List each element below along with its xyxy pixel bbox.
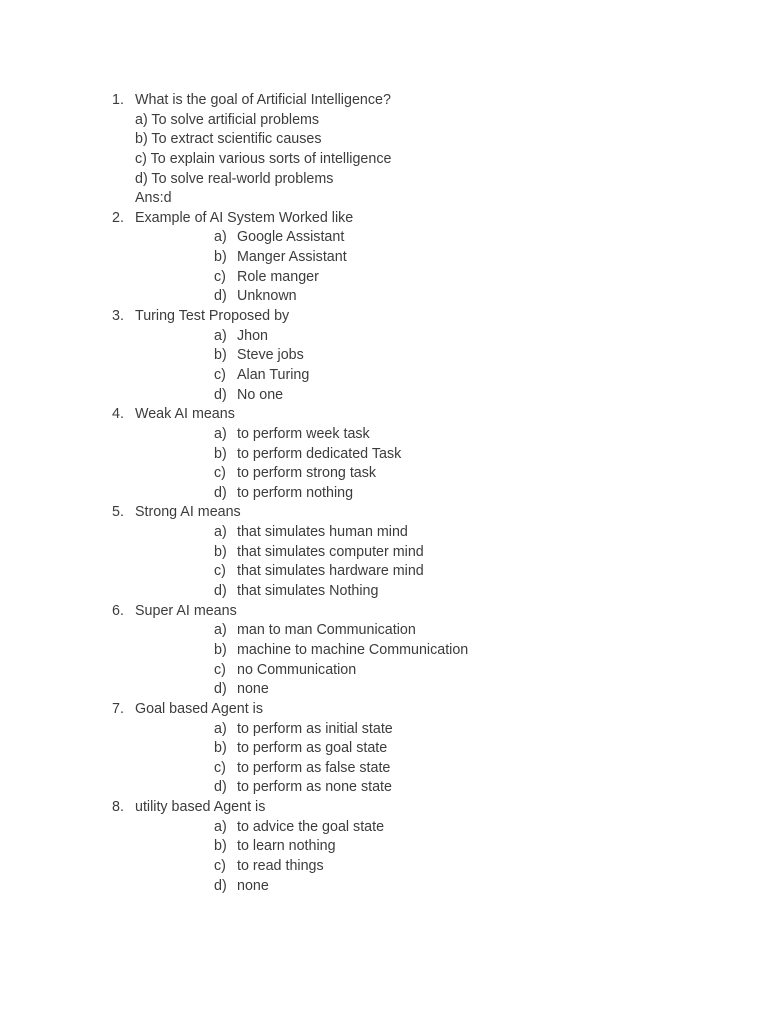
question-number: 5. — [112, 504, 124, 521]
option-line — [0, 425, 768, 445]
quiz-list — [0, 91, 768, 896]
answer-line — [0, 189, 768, 209]
option-line — [0, 366, 768, 386]
question-line — [0, 307, 768, 327]
option-text: d) To solve real-world problems — [135, 170, 334, 187]
option-text: to perform as false state — [237, 759, 391, 776]
option-line — [0, 661, 768, 681]
question-number: 2. — [112, 209, 124, 226]
option-text: Role manger — [237, 268, 319, 285]
option-letter: a) — [214, 327, 227, 344]
option-text: to perform nothing — [237, 484, 354, 501]
option-letter: c) — [214, 857, 226, 874]
option-letter: d) — [214, 484, 227, 501]
option-text: no Communication — [237, 661, 357, 678]
option-letter: c) — [214, 268, 226, 285]
option-letter: c) — [214, 465, 226, 482]
option-text: to perform as initial state — [237, 720, 393, 737]
option-letter: c) — [214, 563, 226, 580]
option-text: to perform as goal state — [237, 740, 388, 757]
option-text: Unknown — [237, 288, 297, 305]
option-line — [0, 837, 768, 857]
option-letter: c) — [214, 759, 226, 776]
option-letter: d) — [214, 877, 227, 894]
option-text: b) To extract scientific causes — [135, 131, 322, 148]
option-text: Alan Turing — [237, 366, 310, 383]
option-line — [0, 248, 768, 268]
option-line — [0, 327, 768, 347]
question-number: 8. — [112, 799, 124, 816]
option-text: No one — [237, 386, 284, 403]
option-letter: b) — [214, 740, 227, 757]
option-line — [0, 464, 768, 484]
question-text: Example of AI System Worked like — [135, 209, 354, 226]
option-text: a) To solve artificial problems — [135, 111, 320, 128]
question-number: 3. — [112, 308, 124, 325]
option-line — [0, 386, 768, 406]
option-line — [0, 641, 768, 661]
option-line — [0, 739, 768, 759]
answer-text: Ans:d — [135, 190, 172, 207]
option-line — [0, 720, 768, 740]
option-line — [0, 778, 768, 798]
option-line — [0, 621, 768, 641]
option-letter: a) — [214, 425, 227, 442]
option-letter: b) — [214, 249, 227, 266]
option-text: to read things — [237, 857, 324, 874]
option-line — [0, 759, 768, 779]
option-text: Manger Assistant — [237, 249, 347, 266]
option-line — [0, 680, 768, 700]
question-number: 6. — [112, 602, 124, 619]
option-text: man to man Communication — [237, 622, 416, 639]
option-text: Google Assistant — [237, 229, 345, 246]
option-line — [0, 268, 768, 288]
question-text: Strong AI means — [135, 504, 241, 521]
option-line — [0, 150, 768, 170]
option-text: that simulates Nothing — [237, 583, 379, 600]
option-text: Steve jobs — [237, 347, 304, 364]
option-line — [0, 484, 768, 504]
question-line — [0, 209, 768, 229]
option-letter: d) — [214, 583, 227, 600]
option-line — [0, 562, 768, 582]
option-letter: c) — [214, 661, 226, 678]
option-line — [0, 523, 768, 543]
question-line — [0, 503, 768, 523]
question-number: 7. — [112, 700, 124, 717]
option-text: to learn nothing — [237, 838, 336, 855]
option-letter: b) — [214, 543, 227, 560]
option-letter: a) — [214, 818, 227, 835]
option-letter: d) — [214, 779, 227, 796]
option-text: c) To explain various sorts of intelligence — [135, 150, 392, 167]
question-text: What is the goal of Artificial Intelligence? — [135, 92, 391, 108]
option-text: none — [237, 877, 269, 894]
option-text: machine to machine Communication — [237, 641, 469, 658]
question-line — [0, 700, 768, 720]
option-letter: a) — [214, 229, 227, 246]
question-text: Turing Test Proposed by — [135, 308, 290, 325]
option-line — [0, 818, 768, 838]
option-text: to advice the goal state — [237, 818, 385, 835]
option-text: to perform strong task — [237, 465, 377, 482]
option-line — [0, 543, 768, 563]
question-text: Super AI means — [135, 602, 237, 619]
option-line — [0, 111, 768, 131]
option-text: none — [237, 681, 269, 698]
option-text: that simulates computer mind — [237, 543, 424, 560]
question-line — [0, 405, 768, 425]
option-text: that simulates human mind — [237, 524, 408, 541]
option-letter: b) — [214, 445, 227, 462]
question-number: 1. — [112, 92, 124, 108]
option-letter: d) — [214, 386, 227, 403]
question-line — [0, 798, 768, 818]
option-letter: a) — [214, 622, 227, 639]
option-letter: d) — [214, 288, 227, 305]
option-letter: a) — [214, 720, 227, 737]
option-text: to perform dedicated Task — [237, 445, 402, 462]
question-text: utility based Agent is — [135, 799, 266, 816]
question-line — [0, 91, 768, 111]
option-line — [0, 582, 768, 602]
question-line — [0, 602, 768, 622]
option-letter: a) — [214, 524, 227, 541]
option-letter: d) — [214, 681, 227, 698]
option-text: to perform as none state — [237, 779, 392, 796]
question-number: 4. — [112, 406, 124, 423]
option-text: that simulates hardware mind — [237, 563, 424, 580]
question-text: Goal based Agent is — [135, 700, 263, 717]
question-text: Weak AI means — [135, 406, 235, 423]
option-line — [0, 228, 768, 248]
option-text: Jhon — [237, 327, 269, 344]
option-letter: b) — [214, 838, 227, 855]
option-text: to perform week task — [237, 425, 370, 442]
option-letter: b) — [214, 347, 227, 364]
option-letter: c) — [214, 366, 226, 383]
option-line — [0, 130, 768, 150]
option-line — [0, 445, 768, 465]
option-line — [0, 877, 768, 897]
option-line — [0, 857, 768, 877]
option-letter: b) — [214, 641, 227, 658]
option-line — [0, 170, 768, 190]
option-line — [0, 346, 768, 366]
option-line — [0, 287, 768, 307]
